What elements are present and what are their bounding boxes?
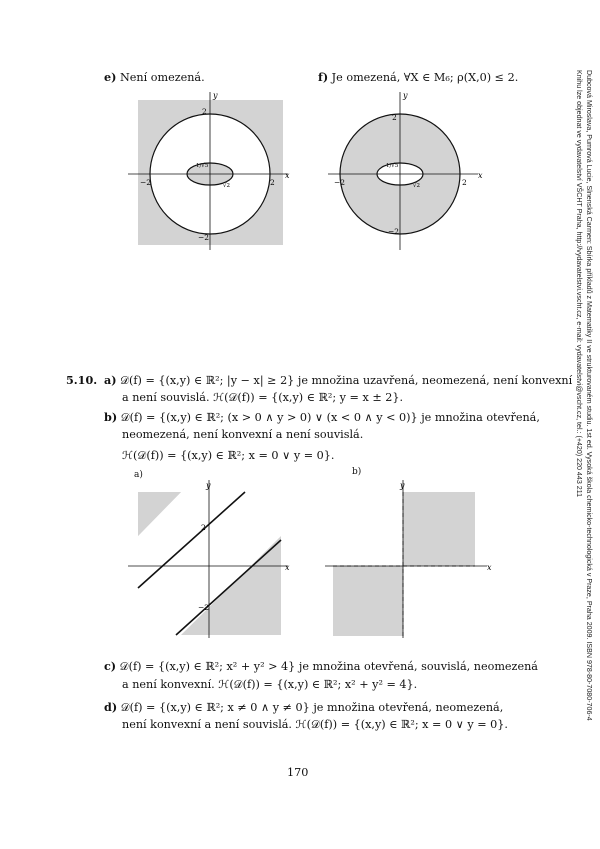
item-f-text: Je omezená, ∀X ∈ M₆; ρ(X,0) ≤ 2. (331, 71, 519, 84)
figure-a-y-label: y (206, 481, 211, 490)
side-note-line2: Knihu lze objednat ve vydavatelství VŠCHT Praha, http://vydavatelstvi.vscht.cz, e-mail: vydavatelstvi@vscht.cz, tel.: (+420) 220 443 211 (575, 70, 583, 498)
item-e-text: Není omezená. (119, 71, 205, 84)
item-b-line1: 𝒟(f) = {(x,y) ∈ ℝ²; (x > 0 ∧ y > 0) ∨ (x < 0 ∧ y < 0)} je množina otevřená, (120, 411, 540, 424)
figure-a (128, 480, 298, 640)
figure-b (325, 480, 500, 640)
item-a-label: a) (104, 373, 117, 387)
item-d (104, 700, 503, 715)
item-a (104, 373, 572, 388)
figure-f-tick-sqrt2: √2 (413, 183, 421, 189)
item-a-line1: 𝒟(f) = {(x,y) ∈ ℝ²; |y − x| ≥ 2} je množina uzavřená, neomezená, není konvexní (120, 374, 573, 387)
figure-e (128, 92, 303, 252)
figure-f-x-label: x (478, 171, 483, 180)
item-b-line3: ℋ(𝒟(f)) = {(x,y) ∈ ℝ²; x = 0 ∨ y = 0}. (122, 449, 335, 462)
figure-f-tick-inv-sqrt5: 1/√5 (386, 163, 399, 169)
item-f-label: f) (318, 70, 329, 84)
figure-f-tick-neg2-y: −2 (388, 227, 400, 236)
figure-e-y-label: y (213, 92, 218, 100)
item-b (104, 410, 540, 425)
item-e (104, 70, 205, 85)
item-c-line2: a není konvexní. ℋ(𝒟(f)) = {(x,y) ∈ ℝ²; x² + y² = 4}. (122, 678, 418, 691)
figure-b-quadrant-3 (333, 566, 403, 636)
item-b-label: b) (104, 410, 118, 424)
side-note-line1: Dubcová Miroslava, Pumrová Lucie, Slnenská Carmen: Sbírka příkladů z Matematiky II ve strukturovaném studiu. 1st ed. Vysoká škola chemicko-technologická v Praze, Praha 2009. ISBN 978-80-7080-706-4 (585, 70, 593, 721)
item-b-line2: neomezená, není konvexní a není souvislá. (122, 428, 364, 441)
figure-e-tick-neg2-x: −2 (140, 178, 152, 187)
figure-f (328, 92, 503, 252)
item-a-line2: a není souvislá. ℋ(𝒟(f)) = {(x,y) ∈ ℝ²; y = x ± 2}. (122, 391, 404, 404)
figure-e-tick-2-x: 2 (270, 178, 275, 187)
side-note (550, 70, 594, 721)
item-c (104, 659, 538, 674)
item-c-label: c) (104, 659, 117, 673)
figure-e-tick-inv-sqrt5: 1/√5 (196, 163, 209, 169)
figure-f-y-label: y (403, 92, 408, 100)
figure-e-tick-2-y: 2 (202, 107, 207, 116)
figure-e-tick-neg2-y: −2 (198, 233, 210, 242)
figure-e-x-label: x (285, 171, 290, 180)
figure-b-quadrant-1 (403, 492, 475, 566)
item-d-line2: není konvexní a není souvislá. ℋ(𝒟(f)) = {(x,y) ∈ ℝ²; x = 0 ∨ y = 0}. (122, 718, 508, 731)
figure-a-tick-neg2: −2 (198, 603, 210, 612)
item-e-label: e) (104, 70, 117, 84)
item-c-line1: 𝒟(f) = {(x,y) ∈ ℝ²; x² + y² > 4} je množina otevřená, souvislá, neomezená (119, 660, 538, 673)
item-d-label: d) (104, 700, 118, 714)
figure-a-tick-2: 2 (201, 523, 206, 532)
problem-number: 5.10. (66, 373, 98, 387)
figure-b-x-label: x (487, 563, 492, 572)
figure-f-tick-neg2-x: −2 (334, 178, 346, 187)
figure-f-tick-2-y: 2 (392, 113, 397, 122)
figure-e-tick-sqrt2: √2 (223, 183, 231, 189)
figure-a-label: a) (134, 470, 143, 480)
item-f (318, 70, 518, 85)
figure-b-y-label: y (400, 481, 405, 490)
figure-f-tick-2-x: 2 (462, 178, 467, 187)
item-d-line1: 𝒟(f) = {(x,y) ∈ ℝ²; x ≠ 0 ∧ y ≠ 0} je množina otevřená, neomezená, (120, 701, 504, 714)
figure-a-x-label: x (285, 563, 290, 572)
page-number: 170 (287, 766, 309, 779)
figure-b-label: b) (352, 467, 362, 477)
